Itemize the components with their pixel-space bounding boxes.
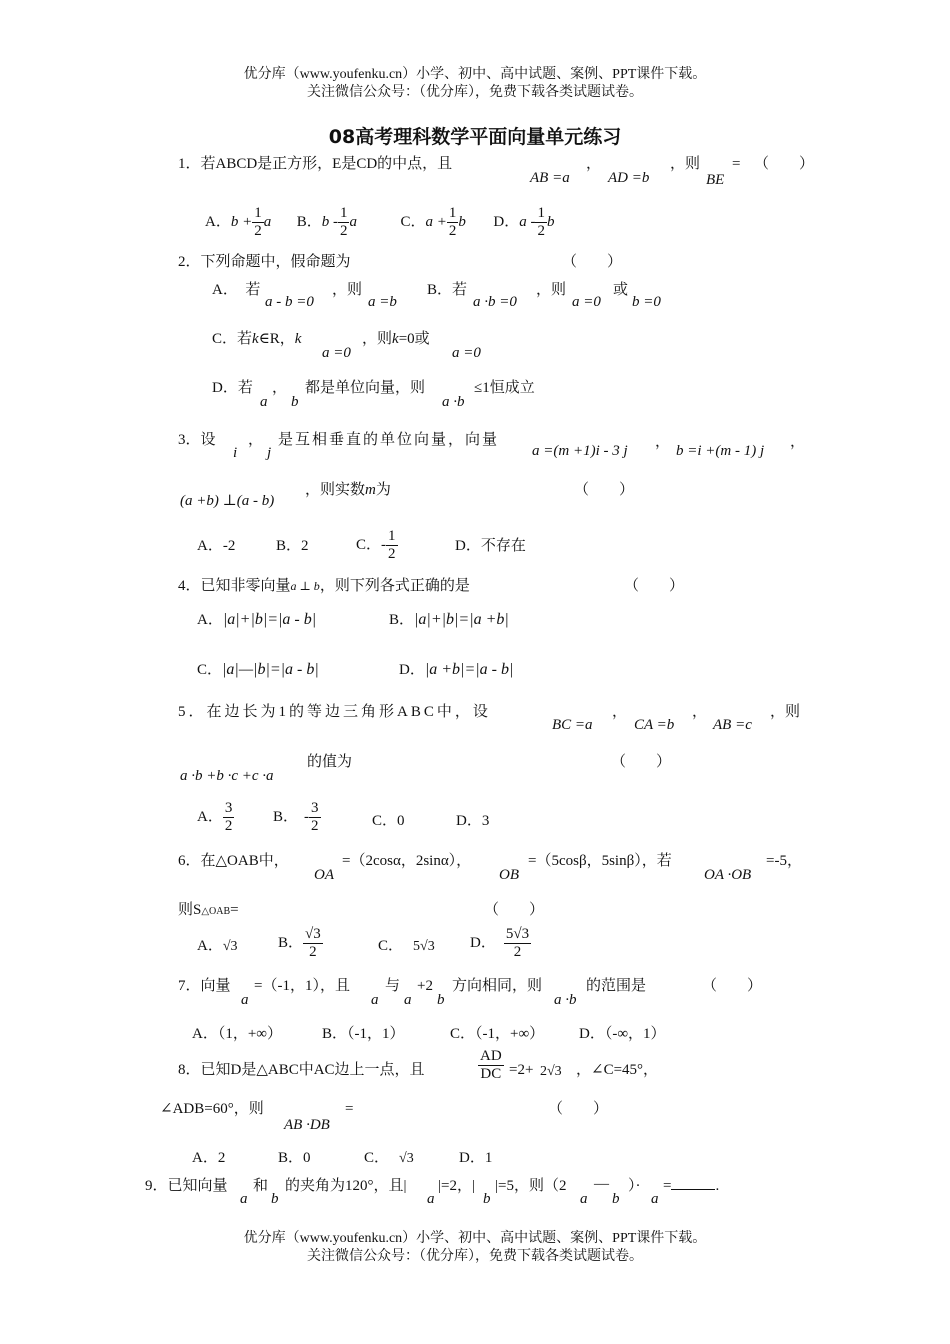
- q1-math-ab: AB =a: [530, 170, 570, 186]
- q7-option-a: A．（1，+∞）: [192, 1026, 282, 1042]
- q2-a-math-1: a - b =0: [265, 294, 314, 310]
- q1-option-c: C．a + $\frac{1}{2}$ b: [400, 205, 466, 239]
- q8-stem-3: ，∠C=45°，: [576, 1062, 659, 1078]
- q8-option-b: B．0: [278, 1150, 311, 1166]
- q1-sep: ，: [586, 156, 602, 172]
- q6-option-b: B． $\frac{√3}{2}$: [278, 926, 321, 960]
- q2-c-math-2: a =0: [452, 345, 481, 361]
- q7-stem-4: +2: [417, 978, 433, 994]
- q5-then: ，则: [770, 704, 801, 720]
- q3-option-c: C．- $\frac{1}{2}$: [356, 528, 396, 562]
- q6-math-dot: OA ·OB: [704, 867, 752, 883]
- q2-b-or: 或: [613, 282, 629, 298]
- q9-minus: —: [594, 1176, 609, 1192]
- q7-option-d: D．（-∞，1）: [579, 1026, 666, 1042]
- q3-option-a: A．-2: [197, 538, 236, 554]
- q9-and: 和: [253, 1178, 269, 1194]
- q5-option-a: A． $\frac{3}{2}$: [197, 800, 233, 834]
- q8-math: AB ·DB: [284, 1117, 330, 1133]
- q3-j: j: [267, 445, 272, 461]
- page-footer: [0, 1230, 950, 1266]
- q1-eq: =: [732, 156, 741, 172]
- q4-stem: 4．已知非零向量a ⊥ b，则下列各式正确的是: [178, 578, 470, 594]
- q3-option-b: B．2: [276, 538, 309, 554]
- q9-answer-blank[interactable]: [671, 1189, 715, 1190]
- q6-stem-2: =（2cosα，2sinα），: [342, 853, 472, 869]
- q6-stem-3: =（5cosβ，5sinβ），若: [528, 853, 672, 869]
- q9-stem-3: |=2，|: [438, 1178, 475, 1194]
- q4-paren: （ ）: [624, 578, 685, 594]
- q5-comma-2: ，: [692, 704, 708, 720]
- q3-stem-3: ，则实数m为: [305, 482, 391, 498]
- q9-a-2: a: [427, 1191, 435, 1207]
- q8-option-d: D．1: [459, 1150, 493, 1166]
- q9-stem-4: |=5，则（2: [495, 1178, 567, 1194]
- q8-stem-4: ∠ADB=60°，则: [160, 1101, 264, 1117]
- q1-paren: （ ）: [754, 156, 815, 172]
- q9-stem-5: ）·: [628, 1178, 641, 1194]
- q4-option-b: B．|a|+|b|=|a +b|: [389, 611, 509, 628]
- q1-option-a: A．b + $\frac{1}{2}$ a: [205, 205, 272, 239]
- q5-math-3: AB =c: [713, 717, 752, 733]
- q2-paren: （ ）: [562, 254, 623, 270]
- q6-option-d: D． $\frac{5√3}{2}$: [470, 926, 530, 960]
- q7-math: a ·b: [554, 992, 577, 1008]
- q8-stem-2: =2+: [509, 1062, 534, 1078]
- q2-option-d: D．若: [212, 380, 253, 396]
- q9-b-3: b: [612, 1191, 620, 1207]
- q7-a-1: a: [241, 992, 249, 1008]
- q5-option-d: D．3: [456, 813, 490, 829]
- q7-stem-2: =（-1，1），且: [254, 978, 350, 994]
- q9-b-1: b: [271, 1191, 279, 1207]
- q6-stem-5: 则S△OAB=: [178, 902, 239, 918]
- q1-option-b: B．b - $\frac{1}{2}$ a: [296, 205, 357, 239]
- q6-stem-1: 6．在△OAB中，: [178, 853, 289, 869]
- q7-a-2: a: [371, 992, 379, 1008]
- q4-option-c: C．|a|—|b|=|a - b|: [197, 661, 319, 678]
- q1-stem: 1．若ABCD是正方形，E是CD的中点，且: [178, 156, 453, 172]
- q5-stem-2: 的值为: [307, 754, 353, 770]
- q1-options: [205, 205, 554, 240]
- q5-math-4: a ·b +b ·c +c ·a: [180, 768, 274, 784]
- q6-stem-4: =-5，: [766, 853, 802, 869]
- q9-b-2: b: [483, 1191, 491, 1207]
- q2-c-math: a =0: [322, 345, 351, 361]
- q2-a-then: ，则: [332, 282, 363, 298]
- q8-stem-1: 8．已知D是△ABC中AC边上一点，且: [178, 1062, 425, 1078]
- q1-then: ，则: [670, 156, 701, 172]
- q7-option-c: C．（-1，+∞）: [450, 1026, 545, 1042]
- q2-option-c: C．若k∈R，k: [212, 331, 302, 347]
- q2-c-rest: ，则k=0或: [362, 331, 430, 347]
- q2-stem: 2．下列命题中，假命题为: [178, 254, 351, 270]
- q5-option-b: B． - $\frac{3}{2}$: [273, 800, 319, 834]
- q1-option-d: D．a - $\frac{1}{2}$ b: [493, 205, 555, 239]
- page-header: [0, 66, 950, 102]
- q7-stem-1: 7．向量: [178, 978, 231, 994]
- q2-b-math-1: a ·b =0: [473, 294, 517, 310]
- q9-a-4: a: [651, 1191, 659, 1207]
- q3-math-a: a =(m +1)i - 3 j: [532, 443, 628, 459]
- q9-stem-1: 9．已知向量: [145, 1178, 228, 1194]
- q2-d-sep: ，: [272, 380, 288, 396]
- q2-d-math: a ·b: [442, 394, 465, 410]
- q6-option-c: C． 5√3: [378, 938, 435, 954]
- q7-b-1: b: [437, 992, 445, 1008]
- q3-option-d: D．不存在: [455, 538, 526, 554]
- q9-a-3: a: [580, 1191, 588, 1207]
- q5-option-c: C．0: [372, 813, 405, 829]
- q8-paren: （ ）: [548, 1101, 609, 1117]
- page-title: 08高考理科数学平面向量单元练习: [328, 126, 622, 148]
- q8-fraction: $\frac{AD}{DC}$: [480, 1048, 502, 1082]
- q6-math-oa: OA: [314, 867, 334, 883]
- q8-option-c: C． √3: [364, 1150, 414, 1166]
- q5-math-1: BC =a: [552, 717, 593, 733]
- q6-paren: （ ）: [484, 902, 545, 918]
- q5-math-2: CA =b: [634, 717, 675, 733]
- q2-d-text-2: ≤1恒成立: [474, 380, 535, 396]
- q3-stem-1: 3．设: [178, 432, 216, 448]
- q2-d-a: a: [260, 394, 268, 410]
- q3-comma: ，: [655, 434, 671, 450]
- footer-line-1: 优分库（www.youfenku.cn）小学、初中、高中试题、案例、PPT课件下载。: [243, 1231, 707, 1246]
- q3-math-perp: (a +b) ⊥(a - b): [180, 493, 275, 509]
- q2-b-math-3: b =0: [632, 294, 661, 310]
- q3-sep: ，: [248, 432, 264, 448]
- q2-d-b: b: [291, 394, 299, 410]
- q7-stem-3: 与: [385, 978, 401, 994]
- q8-eq: =: [345, 1101, 354, 1117]
- q5-paren: （ ）: [611, 754, 672, 770]
- q2-a-math-2: a =b: [368, 294, 397, 310]
- q5-stem-1: 5．在边长为1的等边三角形ABC中，设: [178, 704, 491, 720]
- q7-option-b: B．（-1，1）: [322, 1026, 405, 1042]
- q7-stem-6: 的范围是: [586, 978, 647, 994]
- q6-option-a: A．√3: [197, 938, 238, 954]
- q2-b-math-2: a =0: [572, 294, 601, 310]
- q9-stem-2: 的夹角为120°，且|: [285, 1178, 407, 1194]
- q6-math-ob: OB: [499, 867, 519, 883]
- q4-option-d: D．|a +b|=|a - b|: [399, 661, 514, 678]
- q2-option-b: B．若: [427, 282, 468, 298]
- q8-option-a: A．2: [192, 1150, 226, 1166]
- q2-option-a: A． 若: [212, 282, 261, 298]
- q3-stem-2: 是互相垂直的单位向量，向量: [278, 432, 500, 448]
- q1-math-be: BE: [706, 172, 725, 188]
- q1-math-ad: AD =b: [608, 170, 650, 186]
- q8-root: 2√3: [540, 1064, 562, 1079]
- q4-option-a: A．|a|+|b|=|a - b|: [197, 611, 317, 628]
- q7-stem-5: 方向相同，则: [452, 978, 543, 994]
- q7-paren: （ ）: [702, 978, 763, 994]
- q7-a-3: a: [404, 992, 412, 1008]
- q3-paren: （ ）: [574, 482, 635, 498]
- q3-comma-2: ，: [790, 434, 806, 450]
- header-line-1: 优分库（www.youfenku.cn）小学、初中、高中试题、案例、PPT课件下载。: [243, 67, 707, 82]
- header-line-2: 关注微信公众号：（优分库），免费下载各类试题试卷。: [307, 85, 643, 100]
- q2-b-then: ，则: [536, 282, 567, 298]
- footer-line-2: 关注微信公众号：（优分库），免费下载各类试题试卷。: [307, 1249, 643, 1264]
- q9-a-1: a: [240, 1191, 248, 1207]
- q2-d-text: 都是单位向量，则: [305, 380, 426, 396]
- q9-answer: = .: [663, 1178, 720, 1194]
- q3-i: i: [233, 445, 238, 461]
- q5-comma-1: ，: [612, 704, 628, 720]
- q3-math-b: b =i +(m - 1) j: [676, 443, 765, 459]
